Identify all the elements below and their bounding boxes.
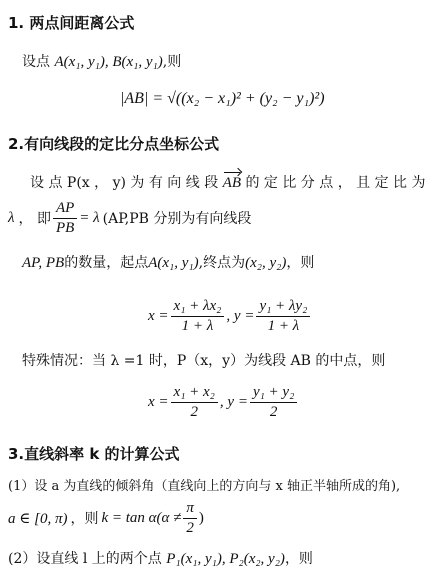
section-3-heading: 3.直线斜率 k 的计算公式 — [8, 445, 180, 463]
section-2-line-2: λ ， 即 $\frac{AP}{PB}$ = λ (AP,PB 分别为有向线段 — [8, 200, 252, 236]
section-2-line-3: AP, PB的数量，起点A(x₁, y₁),终点为(x₂, y₂)，则 — [22, 255, 315, 271]
section-3-line-3: (2）设直线 l 上的两个点 P₁(x₁, y₁), P₂(x₂, y₂)，则 — [8, 551, 313, 567]
section-2-line-1: 设 点 P(x ， y) 为 有 向 线 段 AB 的 定 比 分 点 ， 且 定 比 为 — [30, 175, 426, 191]
section-3-line-1: (1）设 a 为直线的倾斜角（直线向上的方向与 x 轴正半轴所成的角), — [8, 479, 401, 494]
section-1-heading: 1. 两点间距离公式 — [8, 14, 135, 32]
special-case-text: 特殊情况：当 λ =1 时，P（x，y）为线段 AB 的中点，则 — [22, 353, 386, 369]
section-point-formula: x = $\frac{\text{x₁ + λx₂}}{1 + \lambda}$ , y = $\frac{\text{y₁ + λy₂}}{1 + \lambda}$ — [148, 298, 312, 334]
section-3-line-2: a ∈ [0, π) ，则 k = tan α(α ≠ $\frac{\pi}{2}$ ) — [8, 500, 204, 536]
midpoint-formula: x = $\frac{\text{x₁ + x₂}}{2}$ , y = $\frac{\text{y₁ + y₂}}{2}$ — [148, 384, 299, 420]
vector-ab: AB — [222, 175, 241, 191]
ratio-fraction: $\frac{AP}{PB}$ — [53, 200, 77, 236]
distance-formula: |AB| = √((x₂ − x₁)² + (y₂ − y₁)²) — [120, 90, 325, 107]
section-2-heading: 2.有向线段的定比分点坐标公式 — [8, 135, 220, 153]
section-1-intro: 设点 A(x₁, y₁), B(x₁, y₁),则 — [22, 54, 182, 70]
